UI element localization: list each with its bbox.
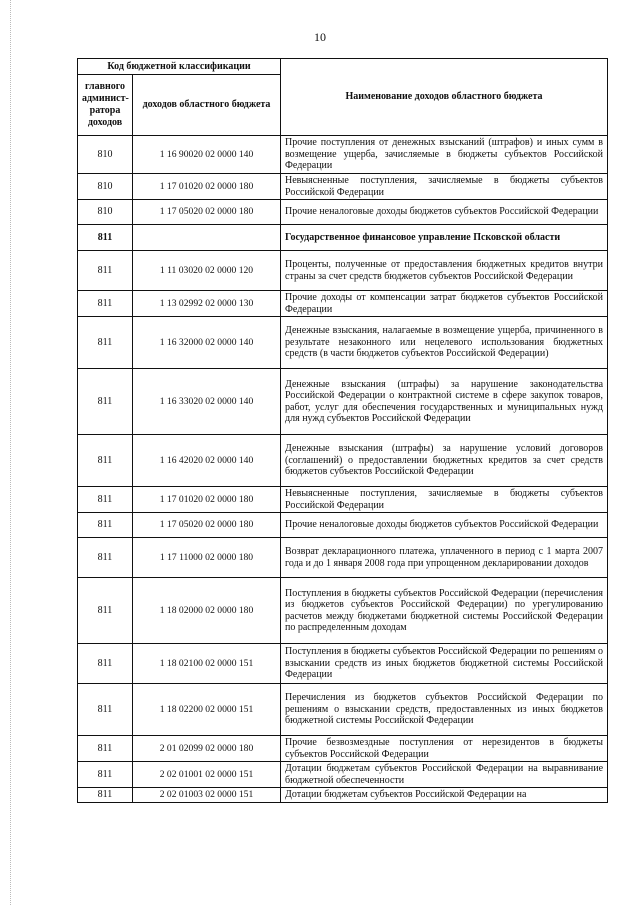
admin-code-cell: 811 [78, 538, 133, 578]
table-row [78, 317, 608, 369]
income-name-cell: Дотации бюджетам субъектов Российской Федерации на выравнивание бюджетной обеспеченности [281, 762, 608, 788]
income-name-cell: Денежные взыскания, налагаемые в возмещение ущерба, причиненного в результате незаконного или нецелевого использования бюджетных средств (в части бюджетов субъектов Российской Федерации) [281, 317, 608, 369]
admin-code-cell: 810 [78, 136, 133, 174]
table-row [78, 578, 608, 644]
admin-code-cell: 811 [78, 317, 133, 369]
admin-code-cell: 811 [78, 225, 133, 251]
table-row [78, 225, 608, 251]
table-row [78, 251, 608, 291]
income-code-cell: 1 18 02100 02 0000 151 [133, 644, 281, 684]
admin-code-cell: 811 [78, 513, 133, 538]
income-code-cell: 1 17 05020 02 0000 180 [133, 200, 281, 225]
table-row [78, 762, 608, 788]
admin-code-cell: 811 [78, 369, 133, 435]
income-name-cell: Прочие неналоговые доходы бюджетов субъектов Российской Федерации [281, 513, 608, 538]
table-body [78, 136, 608, 803]
budget-classification-table [77, 58, 608, 803]
table-row [78, 736, 608, 762]
income-name-cell: Невыясненные поступления, зачисляемые в бюджеты субъектов Российской Федерации [281, 487, 608, 513]
income-code-cell: 1 17 11000 02 0000 180 [133, 538, 281, 578]
income-code-cell: 1 17 05020 02 0000 180 [133, 513, 281, 538]
admin-code-cell: 811 [78, 762, 133, 788]
income-code-cell: 2 02 01003 02 0000 151 [133, 788, 281, 803]
header-income-code: доходов областного бюджета [133, 75, 281, 136]
table-row [78, 291, 608, 317]
income-name-cell: Поступления в бюджеты субъектов Российской Федерации по решениям о взыскании средств из иных бюджетов бюджетной системы Российской Федерации [281, 644, 608, 684]
income-code-cell: 1 17 01020 02 0000 180 [133, 487, 281, 513]
income-code-cell: 2 02 01001 02 0000 151 [133, 762, 281, 788]
income-code-cell: 1 18 02200 02 0000 151 [133, 684, 281, 736]
income-name-cell: Прочие неналоговые доходы бюджетов субъектов Российской Федерации [281, 200, 608, 225]
table-row [78, 513, 608, 538]
income-name-cell: Денежные взыскания (штрафы) за нарушение законодательства Российской Федерации о контрактной системе в сфере закупок товаров, работ, услуг для обеспечения государственных и муниципальных нужд для нужд субъектов Российской Федерации [281, 369, 608, 435]
income-code-cell: 1 11 03020 02 0000 120 [133, 251, 281, 291]
income-name-cell: Денежные взыскания (штрафы) за нарушение условий договоров (соглашений) о предоставлении бюджетных кредитов за счет средств бюджетов субъектов Российской Федерации [281, 435, 608, 487]
header-admin-code: главного админист-ратора доходов [78, 75, 133, 136]
income-name-cell: Невыясненные поступления, зачисляемые в бюджеты субъектов Российской Федерации [281, 174, 608, 200]
table-row [78, 788, 608, 803]
admin-code-cell: 811 [78, 684, 133, 736]
admin-code-cell: 811 [78, 435, 133, 487]
admin-code-cell: 810 [78, 174, 133, 200]
admin-code-cell: 811 [78, 736, 133, 762]
income-code-cell: 1 18 02000 02 0000 180 [133, 578, 281, 644]
admin-code-cell: 811 [78, 291, 133, 317]
income-code-cell: 1 16 90020 02 0000 140 [133, 136, 281, 174]
income-name-cell: Прочие безвозмездные поступления от нерезидентов в бюджеты субъектов Российской Федерации [281, 736, 608, 762]
income-code-cell [133, 225, 281, 251]
admin-code-cell: 811 [78, 251, 133, 291]
income-code-cell: 1 16 33020 02 0000 140 [133, 369, 281, 435]
table-row [78, 200, 608, 225]
admin-code-cell: 811 [78, 644, 133, 684]
header-classification-code: Код бюджетной классификации [78, 59, 281, 75]
table-row [78, 136, 608, 174]
income-code-cell: 1 13 02992 02 0000 130 [133, 291, 281, 317]
income-code-cell: 1 16 32000 02 0000 140 [133, 317, 281, 369]
income-name-cell: Прочие доходы от компенсации затрат бюджетов субъектов Российской Федерации [281, 291, 608, 317]
table-row [78, 644, 608, 684]
table-row [78, 487, 608, 513]
scan-margin-line [10, 0, 11, 905]
admin-code-cell: 811 [78, 788, 133, 803]
table-row [78, 369, 608, 435]
income-name-cell: Перечисления из бюджетов субъектов Российской Федерации по решениям о взыскании средств, предоставленных из иных бюджетов бюджетной системы Российской Федерации [281, 684, 608, 736]
admin-code-cell: 810 [78, 200, 133, 225]
table-row [78, 174, 608, 200]
table-row [78, 435, 608, 487]
header-income-name: Наименование доходов областного бюджета [281, 59, 608, 136]
income-code-cell: 1 17 01020 02 0000 180 [133, 174, 281, 200]
table-row [78, 538, 608, 578]
income-name-cell: Возврат декларационного платежа, уплаченного в период с 1 марта 2007 года и до 1 января 2008 года при упрощенном декларировании доходов [281, 538, 608, 578]
income-name-cell: Дотации бюджетам субъектов Российской Федерации на [281, 788, 608, 803]
income-name-cell: Проценты, полученные от предоставления бюджетных кредитов внутри страны за счет средств бюджетов субъектов Российской Федерации [281, 251, 608, 291]
admin-code-cell: 811 [78, 487, 133, 513]
income-code-cell: 2 01 02099 02 0000 180 [133, 736, 281, 762]
admin-code-cell: 811 [78, 578, 133, 644]
income-name-cell: Государственное финансовое управление Псковской области [281, 225, 608, 251]
income-name-cell: Поступления в бюджеты субъектов Российской Федерации (перечисления из бюджетов субъектов Российской Федерации) по урегулированию расчетов между бюджетами бюджетной системы Российской Федерации по распределенным доходам [281, 578, 608, 644]
income-code-cell: 1 16 42020 02 0000 140 [133, 435, 281, 487]
table-row [78, 684, 608, 736]
income-name-cell: Прочие поступления от денежных взысканий (штрафов) и иных сумм в возмещение ущерба, зачисляемые в бюджеты субъектов Российской Федерации [281, 136, 608, 174]
page-number: 10 [314, 30, 326, 44]
